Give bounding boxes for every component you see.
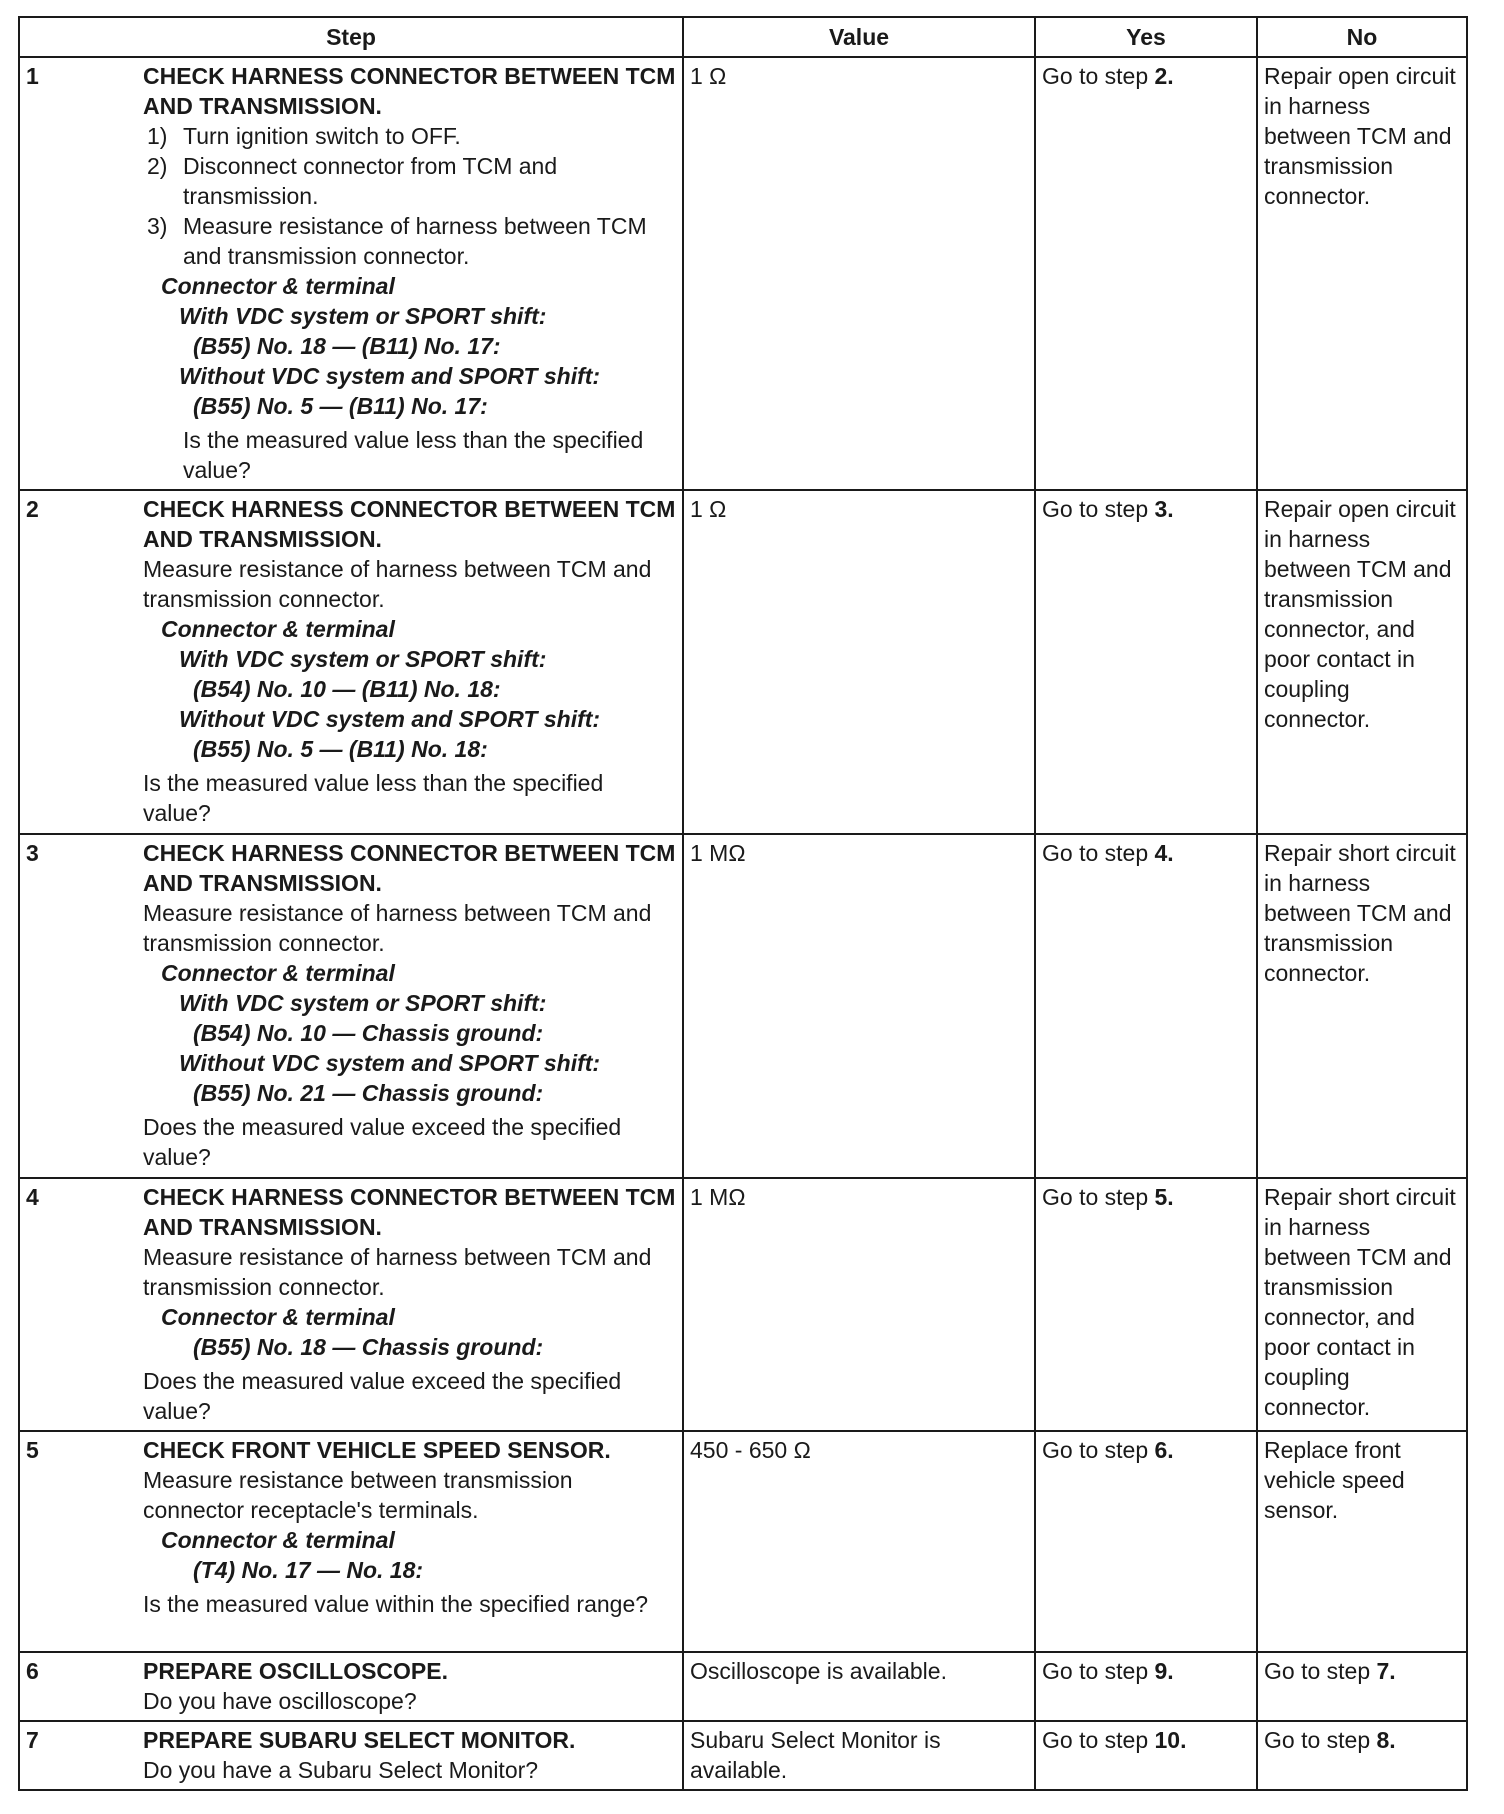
step-number: 3 bbox=[19, 834, 137, 1178]
step-title: PREPARE OSCILLOSCOPE. bbox=[143, 1658, 449, 1684]
connector-condition: With VDC system or SPORT shift: bbox=[179, 990, 547, 1016]
connector-label: Connector & terminal bbox=[161, 1304, 395, 1330]
step-number: 1 bbox=[19, 57, 137, 490]
step-description bbox=[137, 490, 683, 834]
yes-step-link: 6. bbox=[1154, 1437, 1174, 1463]
value-cell: Oscilloscope is available. bbox=[683, 1652, 1035, 1721]
step-question: Do you have a Subaru Select Monitor? bbox=[143, 1757, 539, 1783]
no-step-link: 8. bbox=[1376, 1727, 1396, 1753]
connector-terminal: (B55) No. 5 — (B11) No. 18: bbox=[193, 736, 488, 762]
no-cell: Go to step 8. bbox=[1257, 1721, 1467, 1790]
connector-terminal: (B54) No. 10 — Chassis ground: bbox=[193, 1020, 544, 1046]
table-header-row bbox=[19, 17, 1467, 57]
step-question: Does the measured value exceed the specified value? bbox=[143, 1368, 622, 1424]
step-question: Is the measured value less than the specified value? bbox=[183, 427, 644, 483]
connector-terminal: (B55) No. 18 — Chassis ground: bbox=[193, 1334, 544, 1360]
connector-condition: Without VDC system and SPORT shift: bbox=[179, 1050, 601, 1076]
yes-step-link: 5. bbox=[1154, 1184, 1174, 1210]
yes-cell: Go to step 2. bbox=[1035, 57, 1257, 490]
no-cell: Repair short circuit in harness between TCM and transmission connector. bbox=[1257, 834, 1467, 1178]
connector-terminal: (B55) No. 5 — (B11) No. 17: bbox=[193, 393, 488, 419]
table-row bbox=[19, 834, 1467, 1178]
value-cell: Subaru Select Monitor is available. bbox=[683, 1721, 1035, 1790]
step-title: CHECK HARNESS CONNECTOR BETWEEN TCM AND TRANSMISSION. bbox=[143, 1184, 676, 1240]
connector-terminal: (B54) No. 10 — (B11) No. 18: bbox=[193, 676, 501, 702]
table-row bbox=[19, 1721, 1467, 1790]
table-row bbox=[19, 1652, 1467, 1721]
no-cell: Repair short circuit in harness between TCM and transmission connector, and poor contact in coupling connector. bbox=[1257, 1178, 1467, 1431]
value-cell: 1 Ω bbox=[683, 57, 1035, 490]
step-title: CHECK HARNESS CONNECTOR BETWEEN TCM AND TRANSMISSION. bbox=[143, 840, 676, 896]
table-row bbox=[19, 1178, 1467, 1431]
yes-step-link: 9. bbox=[1154, 1658, 1174, 1684]
connector-condition: With VDC system or SPORT shift: bbox=[179, 303, 547, 329]
table-row bbox=[19, 57, 1467, 490]
yes-cell: Go to step 5. bbox=[1035, 1178, 1257, 1431]
header-step: Step bbox=[19, 17, 683, 57]
connector-condition: Without VDC system and SPORT shift: bbox=[179, 363, 601, 389]
step-description bbox=[137, 1652, 683, 1721]
step-body: Measure resistance of harness between TCM and transmission connector. bbox=[143, 900, 652, 956]
no-cell: Repair open circuit in harness between TCM and transmission connector. bbox=[1257, 57, 1467, 490]
no-cell: Replace front vehicle speed sensor. bbox=[1257, 1431, 1467, 1652]
step-body: Measure resistance of harness between TCM and transmission connector. bbox=[143, 556, 652, 612]
step-description bbox=[137, 57, 683, 490]
step-question: Do you have oscilloscope? bbox=[143, 1688, 417, 1714]
connector-terminal: (B55) No. 18 — (B11) No. 17: bbox=[193, 333, 501, 359]
no-step-link: 7. bbox=[1376, 1658, 1396, 1684]
list-item: 3) Measure resistance of harness between TCM and transmission connector. bbox=[147, 213, 647, 269]
value-cell: 1 MΩ bbox=[683, 834, 1035, 1178]
step-question: Does the measured value exceed the specified value? bbox=[143, 1114, 622, 1170]
yes-step-link: 2. bbox=[1154, 63, 1174, 89]
connector-label: Connector & terminal bbox=[161, 1527, 395, 1553]
step-number: 2 bbox=[19, 490, 137, 834]
yes-cell: Go to step 9. bbox=[1035, 1652, 1257, 1721]
connector-label: Connector & terminal bbox=[161, 960, 395, 986]
connector-terminal: (B55) No. 21 — Chassis ground: bbox=[193, 1080, 544, 1106]
yes-cell: Go to step 4. bbox=[1035, 834, 1257, 1178]
step-description bbox=[137, 1721, 683, 1790]
no-cell: Repair open circuit in harness between TCM and transmission connector, and poor contact in coupling connector. bbox=[1257, 490, 1467, 834]
step-number: 4 bbox=[19, 1178, 137, 1431]
no-cell: Go to step 7. bbox=[1257, 1652, 1467, 1721]
step-description bbox=[137, 834, 683, 1178]
list-item: 2) Disconnect connector from TCM and transmission. bbox=[147, 153, 558, 209]
connector-terminal: (T4) No. 17 — No. 18: bbox=[193, 1557, 424, 1583]
connector-condition: With VDC system or SPORT shift: bbox=[179, 646, 547, 672]
step-title: PREPARE SUBARU SELECT MONITOR. bbox=[143, 1727, 576, 1753]
yes-cell: Go to step 10. bbox=[1035, 1721, 1257, 1790]
diagnostic-procedure-table bbox=[18, 16, 1468, 1791]
yes-step-link: 4. bbox=[1154, 840, 1174, 866]
step-number: 6 bbox=[19, 1652, 137, 1721]
step-body: Measure resistance between transmission connector receptacle's terminals. bbox=[143, 1467, 573, 1523]
step-title: CHECK FRONT VEHICLE SPEED SENSOR. bbox=[143, 1437, 611, 1463]
value-cell: 1 Ω bbox=[683, 490, 1035, 834]
step-title: CHECK HARNESS CONNECTOR BETWEEN TCM AND TRANSMISSION. bbox=[143, 496, 676, 552]
yes-step-link: 3. bbox=[1154, 496, 1174, 522]
connector-condition: Without VDC system and SPORT shift: bbox=[179, 706, 601, 732]
step-description bbox=[137, 1431, 683, 1652]
step-number: 7 bbox=[19, 1721, 137, 1790]
list-item: 1) Turn ignition switch to OFF. bbox=[147, 123, 461, 149]
header-yes: Yes bbox=[1035, 17, 1257, 57]
yes-cell: Go to step 3. bbox=[1035, 490, 1257, 834]
step-title: CHECK HARNESS CONNECTOR BETWEEN TCM AND TRANSMISSION. bbox=[143, 63, 676, 119]
instruction-list bbox=[143, 121, 676, 271]
step-question: Is the measured value less than the specified value? bbox=[143, 770, 604, 826]
step-body: Measure resistance of harness between TCM and transmission connector. bbox=[143, 1244, 652, 1300]
table-row bbox=[19, 490, 1467, 834]
step-question: Is the measured value within the specified range? bbox=[143, 1591, 649, 1617]
header-value: Value bbox=[683, 17, 1035, 57]
table-row bbox=[19, 1431, 1467, 1652]
yes-cell: Go to step 6. bbox=[1035, 1431, 1257, 1652]
connector-label: Connector & terminal bbox=[161, 616, 395, 642]
step-number: 5 bbox=[19, 1431, 137, 1652]
yes-step-link: 10. bbox=[1154, 1727, 1187, 1753]
step-description bbox=[137, 1178, 683, 1431]
value-cell: 450 - 650 Ω bbox=[683, 1431, 1035, 1652]
value-cell: 1 MΩ bbox=[683, 1178, 1035, 1431]
header-no: No bbox=[1257, 17, 1467, 57]
connector-label: Connector & terminal bbox=[161, 273, 395, 299]
